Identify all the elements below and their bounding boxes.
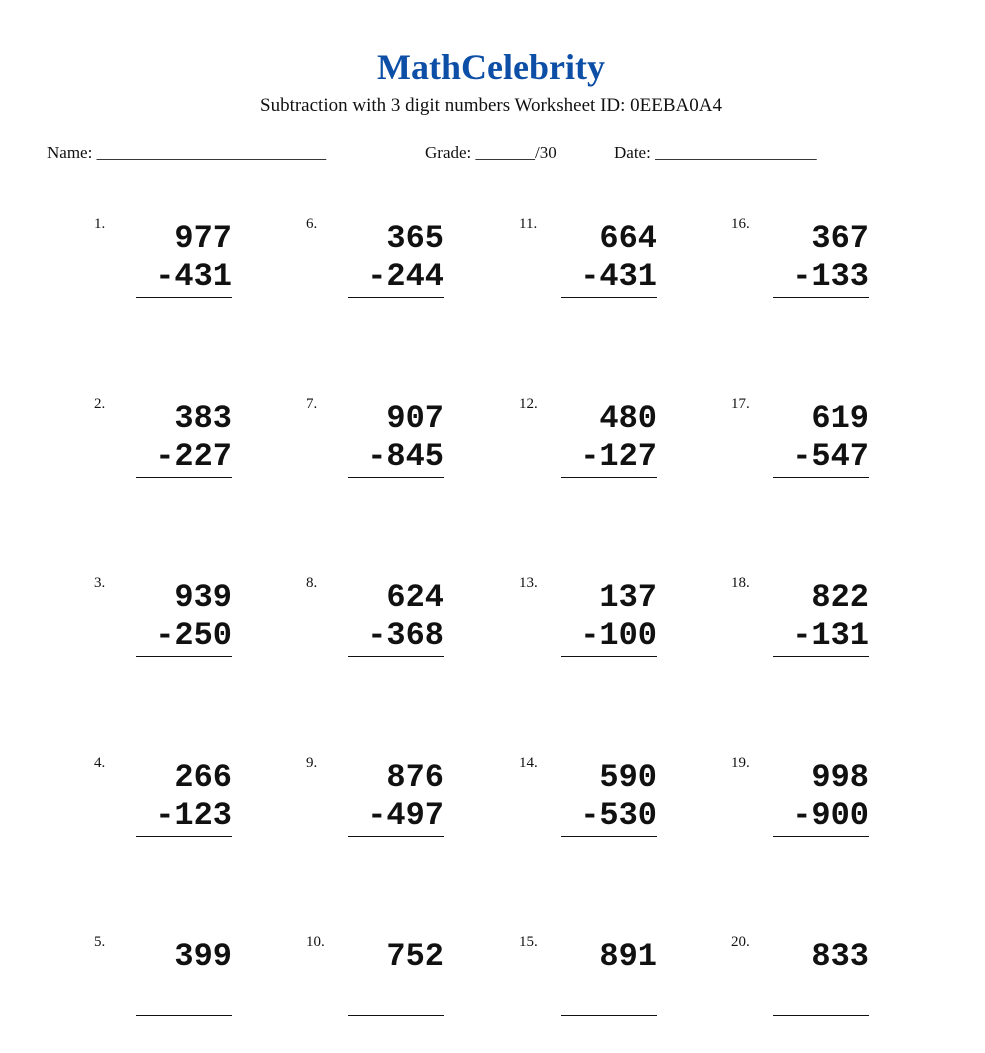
answer-line — [136, 656, 232, 657]
problem-item — [519, 933, 657, 1053]
grade-field: Grade: _______/30 — [425, 143, 557, 162]
problem-number: 10. — [306, 934, 325, 950]
problem-number: 7. — [306, 396, 318, 412]
problem-number: 3. — [94, 575, 106, 591]
answer-line — [348, 477, 444, 478]
minuend: 833 — [811, 938, 869, 975]
subtrahend: -547 — [792, 438, 869, 475]
answer-line — [561, 477, 657, 478]
answer-line — [348, 836, 444, 837]
problem-number: 9. — [306, 755, 318, 771]
minuend: 365 — [386, 220, 444, 257]
minuend: 266 — [174, 759, 232, 796]
problem-item — [94, 933, 232, 1053]
minuend: 137 — [599, 579, 657, 616]
answer-line — [136, 477, 232, 478]
date-field: Date: ___________________ — [614, 143, 817, 162]
answer-line — [561, 656, 657, 657]
minuend: 822 — [811, 579, 869, 616]
problem-item — [731, 754, 869, 874]
problem-number: 15. — [519, 934, 538, 950]
minuend: 907 — [386, 400, 444, 437]
problem-item — [731, 215, 869, 335]
problem-number: 17. — [731, 396, 750, 412]
minuend: 619 — [811, 400, 869, 437]
answer-line — [136, 1015, 232, 1016]
subtrahend: -497 — [367, 797, 444, 834]
problem-number: 2. — [94, 396, 106, 412]
worksheet-subtitle: Subtraction with 3 digit numbers Worksheet ID: 0EEBA0A4 — [260, 95, 722, 116]
subtrahend: -900 — [792, 797, 869, 834]
minuend: 480 — [599, 400, 657, 437]
problem-item — [306, 933, 444, 1053]
answer-line — [348, 1015, 444, 1016]
subtrahend: -100 — [580, 617, 657, 654]
problem-number: 5. — [94, 934, 106, 950]
problem-item — [519, 574, 657, 694]
problem-item — [731, 395, 869, 515]
subtrahend: -530 — [580, 797, 657, 834]
problem-number: 4. — [94, 755, 106, 771]
problem-item — [94, 215, 232, 335]
minuend: 383 — [174, 400, 232, 437]
problem-item — [306, 754, 444, 874]
answer-line — [348, 297, 444, 298]
minuend: 998 — [811, 759, 869, 796]
minuend: 399 — [174, 938, 232, 975]
answer-line — [136, 836, 232, 837]
subtrahend: -123 — [155, 797, 232, 834]
subtrahend: -131 — [792, 617, 869, 654]
answer-line — [561, 1015, 657, 1016]
problem-item — [519, 395, 657, 515]
subtrahend: -431 — [155, 258, 232, 295]
answer-line — [773, 1015, 869, 1016]
minuend: 977 — [174, 220, 232, 257]
problem-number: 13. — [519, 575, 538, 591]
problem-item — [306, 395, 444, 515]
subtrahend: -368 — [367, 617, 444, 654]
subtrahend: -127 — [580, 438, 657, 475]
problem-item — [94, 395, 232, 515]
problem-number: 8. — [306, 575, 318, 591]
problem-number: 20. — [731, 934, 750, 950]
problem-item — [519, 215, 657, 335]
minuend: 891 — [599, 938, 657, 975]
problem-number: 6. — [306, 216, 318, 232]
answer-line — [773, 836, 869, 837]
subtrahend: -845 — [367, 438, 444, 475]
minuend: 876 — [386, 759, 444, 796]
problem-number: 11. — [519, 216, 538, 232]
name-field: Name: ___________________________ — [47, 143, 327, 162]
worksheet-title: MathCelebrity — [377, 47, 605, 87]
minuend: 624 — [386, 579, 444, 616]
problem-item — [306, 215, 444, 335]
answer-line — [561, 836, 657, 837]
subtrahend: -133 — [792, 258, 869, 295]
answer-line — [773, 656, 869, 657]
problem-number: 18. — [731, 575, 750, 591]
problem-number: 1. — [94, 216, 106, 232]
answer-line — [773, 297, 869, 298]
problem-number: 16. — [731, 216, 750, 232]
minuend: 367 — [811, 220, 869, 257]
problem-item — [94, 754, 232, 874]
problem-item — [731, 574, 869, 694]
subtrahend: -244 — [367, 258, 444, 295]
problem-number: 14. — [519, 755, 538, 771]
subtrahend: -250 — [155, 617, 232, 654]
problem-item — [731, 933, 869, 1053]
problem-item — [94, 574, 232, 694]
problem-number: 12. — [519, 396, 538, 412]
problem-item — [519, 754, 657, 874]
subtrahend: -227 — [155, 438, 232, 475]
problem-number: 19. — [731, 755, 750, 771]
subtrahend: -431 — [580, 258, 657, 295]
problem-item — [306, 574, 444, 694]
answer-line — [348, 656, 444, 657]
minuend: 590 — [599, 759, 657, 796]
answer-line — [136, 297, 232, 298]
minuend: 939 — [174, 579, 232, 616]
answer-line — [561, 297, 657, 298]
minuend: 664 — [599, 220, 657, 257]
answer-line — [773, 477, 869, 478]
minuend: 752 — [386, 938, 444, 975]
